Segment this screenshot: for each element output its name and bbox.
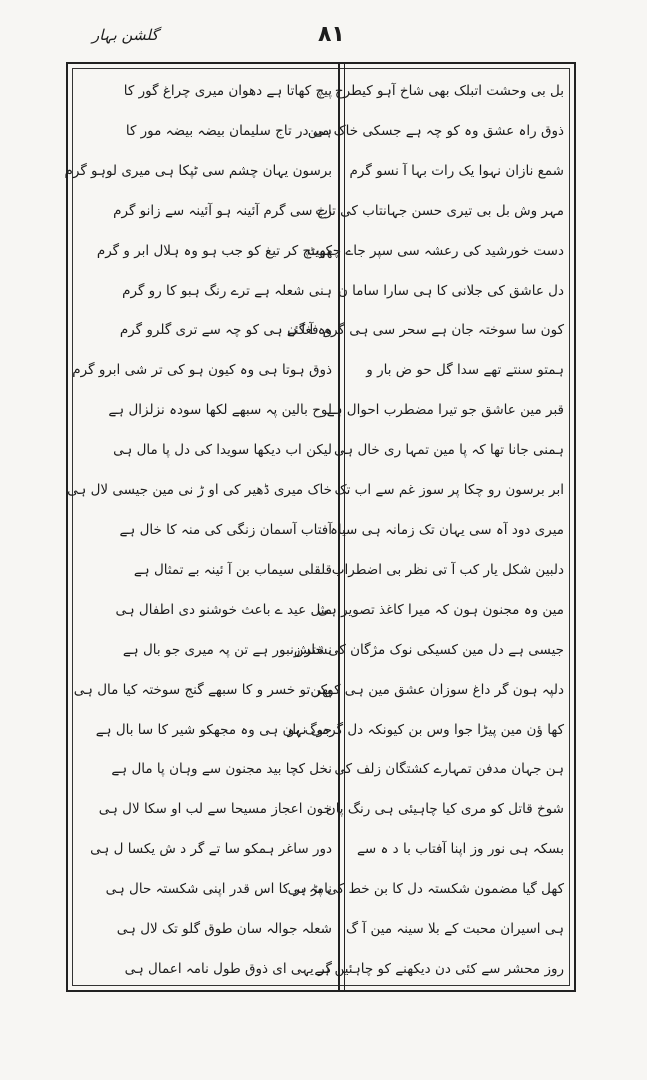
verse-line: مین وہ مجنون ہون کہ میرا کاغذ تصویر ہی bbox=[317, 601, 564, 618]
verse-line: ہمنی جانا تھا کہ پا مین تمہا ری خال ہی bbox=[334, 442, 564, 459]
verse-line: نامہ بر کا اس قدر اپنی شکستہ حال ہی bbox=[105, 881, 332, 898]
verse-line: ہی اسیران محبت کے بلا سینہ مین آ گ bbox=[346, 921, 564, 938]
page-header bbox=[0, 18, 647, 58]
verse-line: لوح بالین پہ سبھے لکھا سودہ نزلزال ہے bbox=[108, 402, 332, 419]
verse-line: کون سا سوختہ جان ہے سحر سی ہی گرم فغا ن bbox=[287, 322, 564, 339]
verse-line: جوگ پان ہی وہ مجھکو شیر کا سا بال ہے bbox=[95, 721, 332, 738]
verse-line: ہی در تاج سلیمان بیضہ بیضہ مور کا bbox=[125, 122, 332, 139]
verse-line: کھینچ کر تیغ کو جب ہو وہ ہلال ابر و گرم bbox=[96, 242, 332, 259]
verse-line: دل عاشق کی جلانی کا ہی سارا ساما ن bbox=[337, 282, 564, 299]
verse-line: لیکن اب دیکھا سویدا کی دل پا مال ہی bbox=[113, 442, 332, 459]
verse-line: نشتر زنبور ہے تن پہ میری جو بال ہے bbox=[122, 641, 332, 658]
verse-line: نخل کچا بید مجنون سے وہان پا مال ہے bbox=[111, 761, 332, 778]
verse-line: شمع نازان نہوا یک رات بہا آ نسو گرم bbox=[349, 162, 564, 179]
verse-line: بل بی وحشت اتبلک بھی شاخ آہو کیطرح bbox=[334, 83, 564, 99]
verse-line: شعلہ جوالہ سان طوق گلو تک لال ہی bbox=[116, 921, 332, 938]
verse-line: کھا ؤن مین پیڑا جوا وس بن کیونکہ دل گرمی نہو bbox=[287, 721, 564, 738]
verse-line: ہنی شعلہ ہے ترے رنگ ہبو کا رو گرم bbox=[122, 282, 332, 299]
verse-line: مثل عید ے باعث خوشنو دی اطفال ہی bbox=[115, 601, 332, 618]
verse-line: کھل گیا مضمون شکستہ دل کا بن خط کی پڑ ہی bbox=[287, 881, 564, 898]
verse-line: گر یہی ای ذوق طول نامہ اعمال ہی bbox=[124, 960, 332, 977]
verse-line: دست خورشید کی رعشہ سی سپر جاے چھوٹ bbox=[306, 242, 564, 259]
verse-line: ابر برسون رو چکا پر سوز غم سے اب تک bbox=[334, 482, 564, 499]
verse-line: شوخ قاتل کو مری کیا چاہیئی ہی رنگ پان bbox=[325, 801, 564, 818]
verse-line: دلپہ ہون گر داغ سوزان عشق مین ہی کوکن bbox=[310, 681, 564, 698]
verse-line: ذوق راہ عشق وہ کو چہ ہے جسکی خاک مین bbox=[307, 122, 564, 139]
verse-line: دلبین شکل یار کب آ تی نظر بی اضطراب bbox=[331, 561, 564, 578]
verse-line: بسکہ ہی نور وز اپنا آفتاب با د ہ سے bbox=[356, 841, 564, 858]
verse-line: ذوق ہوتا ہی وہ کیون ہو کی تر شی ابرو گرم bbox=[72, 362, 332, 379]
verse-line: میری دود آہ سی یہان تک زمانہ ہی سیاہ bbox=[329, 521, 564, 538]
verse-line: خاک میری ڈھیر کی او ڑ نی مین جیسی لال ہی bbox=[67, 482, 332, 499]
verse-line: وہ آ گئے ہی کو چہ سے تری گلرو گرم bbox=[119, 322, 332, 339]
verse-line: خون اعجاز مسیحا سے لب او سکا لال ہی bbox=[98, 801, 332, 818]
right-column bbox=[287, 80, 564, 980]
verse-line: آفتاب آسمان زنگی کی منہ کا خال ہے bbox=[119, 521, 332, 538]
verse-line: ہن جہان مدفن تمہارے کشتگان زلف کی bbox=[334, 761, 564, 778]
verse-line: ہمتو سنتے تھے سدا گل حو ض بار و bbox=[366, 362, 564, 379]
verse-line: پیچ کھاتا ہے دھوان میری چراغ گور کا bbox=[123, 83, 332, 99]
verse-line: روز محشر سے کئی دن دیکھنے کو چاہئین ہے bbox=[314, 960, 564, 977]
page-number: ۸۱ bbox=[318, 22, 345, 47]
verse-line: برسون یہان چشم سی ٹپکا ہی میری لوہو گرم bbox=[64, 162, 332, 179]
verse-line: مہر وش بل بی تیری حسن جہانتاب کی تاب bbox=[315, 202, 564, 219]
verse-line: رخ سی گرم آئینہ ہو آئینہ سے زانو گرم bbox=[113, 202, 332, 219]
left-column bbox=[64, 80, 332, 980]
verse-line: پھر تو خسر و کا سبھے گنج سوختہ کیا مال ہی bbox=[73, 681, 332, 698]
verse-line: جیسی ہے دل مین کسیکی نوک مژگان کی خلش bbox=[293, 641, 564, 658]
verse-line: قبر مین عاشق جو تیرا مضطرب احوال ہے bbox=[326, 402, 564, 419]
running-head: گلشن بہار bbox=[92, 26, 159, 44]
verse-line: دور ساغر ہمکو سا تے گر د ش یکسا ل ہی bbox=[90, 841, 332, 858]
verse-line: قلقلی سیماب بن آ ئینہ بے تمثال ہے bbox=[133, 561, 332, 578]
